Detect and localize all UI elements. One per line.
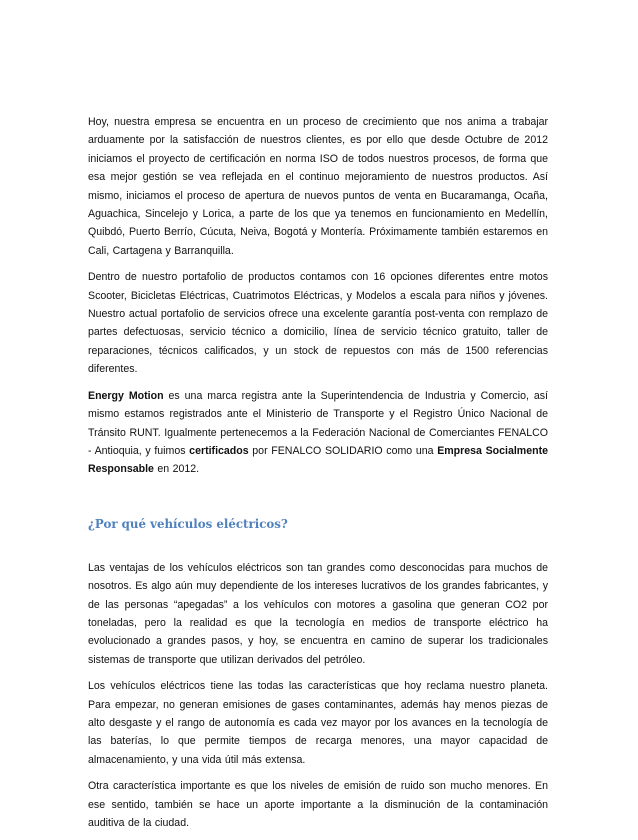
registration-text-b: por FENALCO SOLIDARIO como una [248, 444, 438, 457]
registration-text-c: en 2012. [153, 463, 200, 476]
paragraph-growth: Hoy, nuestra empresa se encuentra en un proceso de crecimiento que nos anima a trabajar arduamente por la satisfacción de nuestros clientes, es por ello que desde Octubre de 2012 iniciamos el proyecto de certificación en norma ISO de todos nuestros procesos, de forma que esa mejor gestión se vea reflejada en el continuo mejoramiento de nuestros productos. Así mismo, iniciamos el proceso de apertura de nuevos puntos de venta en Bucaramanga, Ocaña, Aguachica, Sincelejo y Lorica, a parte de los que ya tenemos en funcionamiento en Medellín, Quibdó, Puerto Berrío, Cúcuta, Neiva, Bogotá y Montería. Próximamente también estaremos en Cali, Cartagena y Barranquilla. [88, 116, 548, 257]
document-body [88, 113, 548, 840]
section-heading: ¿Por qué vehículos eléctricos? [88, 516, 288, 531]
paragraph-noise: Otra característica importante es que los niveles de emisión de ruido son mucho menores. En ese sentido, también se hace un aporte importante a la disminución de la contaminación auditiva de la ciudad. [88, 780, 548, 829]
paragraph-characteristics: Los vehículos eléctricos tiene las todas las características que hoy reclama nuestro planeta. Para empezar, no generan emisiones de gases contaminantes, además hay menos piezas de alto desgaste y el rango de autonomía es cada vez mayor por los avances en la tecnología de las baterías, lo que permite tiempos de recarga menores, una mayor capacidad de almacenamiento, y una vida útil más extensa. [88, 680, 548, 766]
paragraph-advantages: Las ventajas de los vehículos eléctricos son tan grandes como desconocidas para muchos de nosotros. Es algo aún muy dependiente de los intereses lucrativos de los grandes fabricantes, y de las personas “apegadas” a los vehículos con motores a gasolina que generan CO2 por toneladas, pero la realidad es que la tecnología en medios de transporte eléctrico ha evolucionado a grandes pasos, y hoy, se encuentra en camino de superar los tradicionales sistemas de transporte que utilizan derivados del petróleo. [88, 561, 548, 666]
registration-text-a: es una marca registra ante la Superintendencia de Industria y Comercio, así mismo estamos registrados ante el Ministerio de Transporte y el Registro Único Nacional de Tránsito RUNT. Igualmente pertenecemos a la Federación Nacional de Comerciantes FENALCO - Antioquia, y fuimos [88, 389, 548, 457]
paragraph-portfolio: Dentro de nuestro portafolio de productos contamos con 16 opciones diferentes entre motos Scooter, Bicicletas Eléctricas, Cuatrimotos Eléctricas, y Modelos a escala para niños y jóvenes. Nuestro actual portafolio de servicios ofrece una excelente garantía post-venta con remplazo de partes defectuosas, servicio técnico a domicilio, línea de servicio técnico gratuito, taller de reparaciones, técnicos calificados, y un stock de repuestos con más de 1500 referencias diferentes. [88, 271, 548, 376]
paragraph-registration [88, 387, 548, 479]
company-type-label: Empresa Socialmente Responsable [88, 444, 549, 476]
brand-name: Energy Motion [88, 389, 164, 402]
certified-label: certificados [189, 444, 249, 457]
